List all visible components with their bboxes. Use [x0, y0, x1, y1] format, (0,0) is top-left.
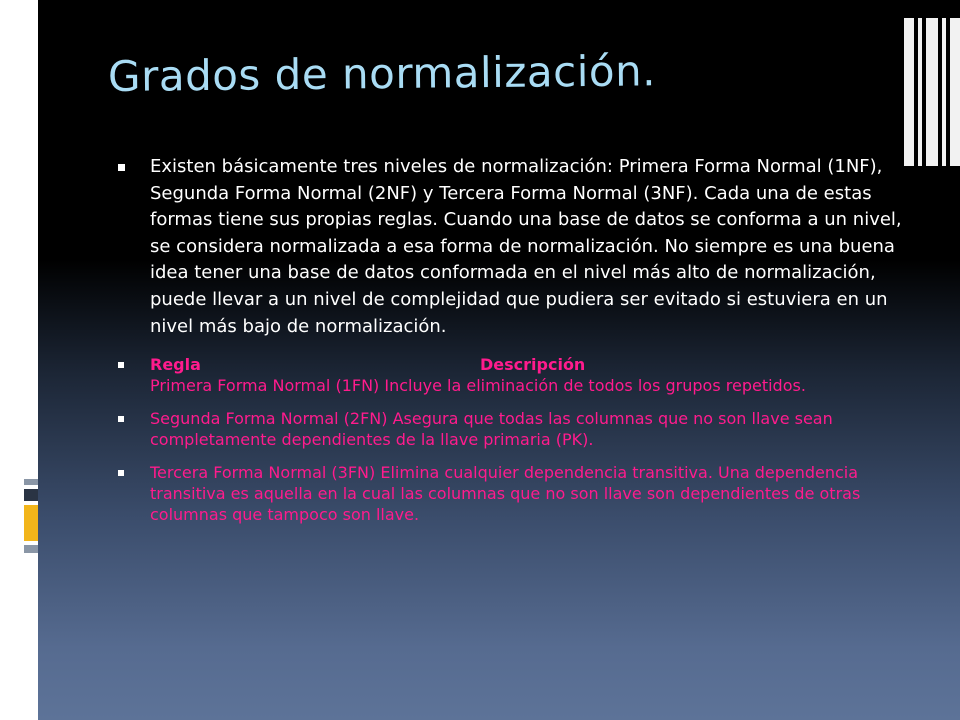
- intro-bullet: [118, 154, 908, 340]
- rule-bullet-3: [118, 462, 908, 525]
- bullet-square-icon: [118, 416, 124, 422]
- accent-bar-gray-1: [24, 479, 38, 485]
- rule-bullet-1: [118, 354, 908, 396]
- rule-text-3: Tercera Forma Normal (3FN) Elimina cualquier dependencia transitiva. Una dependencia transitiva es aquella en la cual las columnas que no son llave son dependientes de otras columnas que tampoco son llave.: [150, 463, 861, 525]
- bullet-square-icon: [118, 362, 124, 368]
- bullet-square-icon: [118, 470, 124, 476]
- rules-header-description: Descripción: [480, 355, 586, 375]
- bullet-square-icon: [118, 164, 125, 171]
- slide-title: Grados de normalización.: [107, 46, 657, 101]
- accent-bar-dark: [24, 489, 38, 501]
- intro-text: Existen básicamente tres niveles de normalización: Primera Forma Normal (1NF), Segunda Forma Normal (2NF) y Tercera Forma Normal (3NF). Cada una de estas formas tiene sus propias reglas. Cuando una base de datos se conforma a un nivel, se considera normalizada a esa forma de normalización. No siempre es una buena idea tener una base de datos conformada en el nivel más alto de normalización, puede llevar a un nivel de complejidad que pudiera ser evitado si estuviera en un nivel más bajo de normalización.: [150, 156, 902, 337]
- rule-bullet-2: [118, 408, 908, 450]
- rules-header: [150, 354, 908, 375]
- rule-text-1: Primera Forma Normal (1FN) Incluye la eliminación de todos los grupos repetidos.: [150, 376, 806, 396]
- accent-bar-gray-2: [24, 545, 38, 553]
- right-bar-5: [950, 18, 960, 166]
- accent-bar-gold: [24, 505, 38, 541]
- rules-header-rule: Regla: [150, 355, 201, 375]
- left-white-band: [0, 0, 38, 720]
- rule-text-2: Segunda Forma Normal (2FN) Asegura que todas las columnas que no son llave sean completamente dependientes de la llave primaria (PK).: [150, 409, 833, 450]
- right-bar-4: [942, 18, 946, 166]
- left-accent-bars: [24, 479, 38, 579]
- slide-content: [118, 154, 908, 525]
